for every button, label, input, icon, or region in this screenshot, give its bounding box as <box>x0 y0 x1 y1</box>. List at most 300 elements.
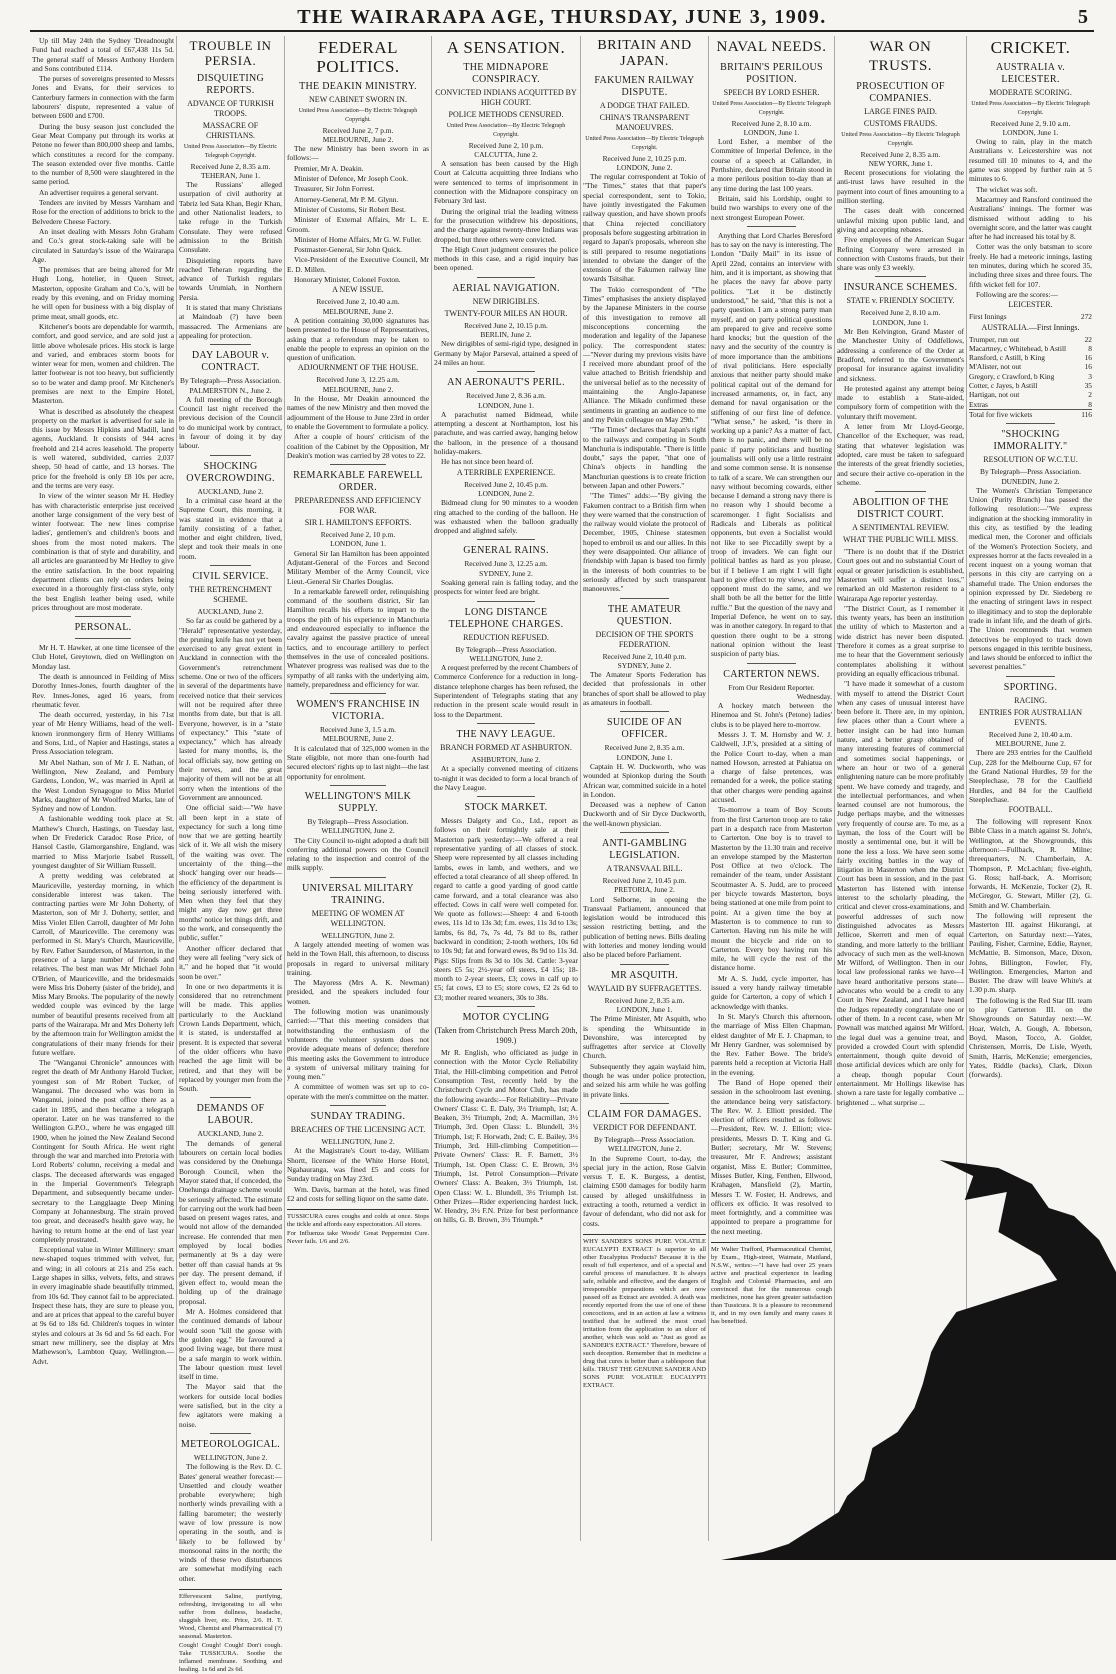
subheading: WHAT THE PUBLIC WILL MISS. <box>842 535 959 545</box>
divider <box>75 638 132 639</box>
divider <box>210 565 251 566</box>
subheading: CUSTOMS FRAUDS. <box>863 119 938 128</box>
subheading: CHINA'S TRANSPARENT MANOEUVRES. <box>599 113 690 132</box>
paragraph: At the Magistrate's Court to-day, William Shortt, licensee of the White Horse Hotel, Ngahauranga, was fined £5 and costs for Sunday trading on May 23rd. <box>287 1146 429 1184</box>
paragraph: Subsequently they again waylaid him, though he was under police protection, and seized his arm while he was golfing in private links. <box>583 1061 706 1099</box>
list-item: Minister of Customs, Sir Robert Best. <box>294 204 406 214</box>
paragraph: In St. Mary's Church this afternoon, the marriage of Miss Ellen Chapman, eldest daughter of Mr E. J. Chapman, to Mr Henry Gardner, was solemnised by the Rev. Father Bowe. The bride's parents held a reception at Victoria Hall in the evening. <box>711 1011 832 1077</box>
paragraph: Tenders are invited by Messrs Varnham and Rose for the erection of additions to brick to the Belvedere Cheese Factory. <box>32 198 174 226</box>
byline: United Press Association—By Electric Telegraph Copyright. <box>712 101 831 117</box>
paragraph: In one or two departments it is considered that no retrenchment will be made. This applies particularly to the Auckland Crown Lands Department, which, it is stated, is understaffed at present. It is expected that several of the older officers who have reached the age limit will be retired, and that they will be replaced by younger men from the South. <box>179 981 282 1094</box>
divider <box>1006 423 1055 424</box>
column-3 <box>284 36 431 1541</box>
paragraph: The High Court judgment censures the police methods in this case, and a rigid inquiry has been opened. <box>434 244 578 273</box>
byline: By Telegraph—Press Association. <box>180 376 281 386</box>
section-heading: REMARKABLE FAREWELL ORDER. <box>293 470 423 494</box>
paragraph: So far as could be gathered by a "Herald" representative yesterday, the pruning knife has not yet been exercised to any great extent in Auckland in connection with the Government's retrenchment scheme. One or two of the officers in several of the departments have received notice that their services will not be required after three months from date, but that is all. Everyone, however, is in a "state of expectancy." This "state of expectancy," which has already lasted for many months, is, the local officials say, now getting on their nerves, and the great majority of them will not be at all sorry when the intentions of the Government are announced. <box>179 616 282 802</box>
section-heading: CIVIL SERVICE. <box>192 570 269 582</box>
dateline: LONDON, June 2. <box>616 162 673 172</box>
total-label: Total for five wickets <box>969 409 1033 419</box>
section-heading: SUNDAY TRADING. <box>310 1111 406 1123</box>
paragraph: It is calculated that of 325,000 women in the State eligible, not more than one-fourth had secured electors' rights up to last night—the last opportunity for enrolment. <box>287 743 429 781</box>
received-line: Received June 2, 8.35 a.m. <box>860 149 941 159</box>
paragraph: The premises that are being altered for Mr Hugh Long, hotelier, in Queen Street, Masterton, opposite Graham and Co.'s, will be ready by this evening, and on Friday morning he will open for business with a big display of prime meat, small goods, etc. <box>32 265 174 321</box>
paragraph: Owing to rain, play in the match Australians v. Leicestershire was not resumed till 10 minutes to 4, and the game was stopped by further rain at 5 minutes to 6. <box>969 137 1092 184</box>
batsman: Cotter, c Jayes, b Astill <box>969 381 1038 391</box>
headline: A SENSATION. <box>446 38 566 57</box>
dateline: Wednesday. <box>796 691 832 701</box>
section-heading: METEOROLOGICAL. <box>180 1438 281 1450</box>
paragraph: "The Times" adds:—"By giving the Fakumen contract to a British firm when they were warned that the construction of the railway would violate the protocol of December, 1905, Chinese statesmen hoped to embroil us and our allies. In this they were disappointed. Our alliance of friendship with Japan is based too firmly in the interests of both countries to be seriously affected by such transparent manoeuvres." <box>583 491 706 594</box>
dateline: DUNEDIN, June 2. <box>1001 476 1060 486</box>
total-runs: 116 <box>1081 409 1092 419</box>
divider <box>477 277 535 278</box>
subheading: MASSACRE OF CHRISTIANS. <box>202 121 259 140</box>
dateline: CALCUTTA, June 2. <box>474 149 538 159</box>
divider <box>210 1433 251 1434</box>
divider <box>210 344 251 345</box>
byline: By Telegraph—Press Association. <box>980 467 1081 477</box>
divider <box>477 601 535 602</box>
runs: 35 <box>1084 381 1092 391</box>
paragraph: The Mayor said that the workers for outside local bodies were satisfied, but in the city a few agitators were making a noise. <box>179 1382 282 1429</box>
section-heading: MOTOR CYCLING <box>462 1012 550 1024</box>
subheading: MODERATE SCORING. <box>989 88 1072 97</box>
section-heading: UNIVERSAL MILITARY TRAINING. <box>302 882 414 906</box>
dateline: WELLINGTON, June 2. <box>607 1144 682 1154</box>
divider <box>1006 676 1055 677</box>
section-heading: CLAIM FOR DAMAGES. <box>587 1108 702 1120</box>
paragraph: The new Ministry has been sworn in as follows:— <box>287 144 429 163</box>
paragraph: A committee of women was set up to co-operate with the men's committee on the matter. <box>287 1082 429 1101</box>
received-line: Received June 2, 8.35 a.m. <box>604 995 685 1005</box>
divider <box>620 1103 669 1104</box>
divider <box>330 877 387 878</box>
paragraph: An inset dealing with Messrs John Graham and Co.'s great stock-taking sale will be circulated in Saturday's issue of the Wairarapa Age. <box>32 226 174 264</box>
received-line: Received June 2, 10.45 p.m. <box>602 876 687 885</box>
section-heading: STOCK MARKET. <box>464 802 548 814</box>
dateline: WELLINGTON, June 2. <box>321 826 395 836</box>
paragraph: In the House, Mr Deakin announced the names of the new Ministry and then moved the adjournment of the House to June 23rd in order to enable the Government to formulate a policy. <box>287 394 429 431</box>
paragraph: The Prime Minister, Mr Asquith, who is spending the Whitsuntide in Devonshire, was intercepted by suffragettes after service at Clovelly Church. <box>583 1014 706 1061</box>
divider <box>620 711 669 712</box>
section-heading: AERIAL NAVIGATION. <box>452 282 560 294</box>
paragraph: There are 293 entries for the Caulfield Cup, 228 for the Melbourne Cup, 67 for the Grand National Hurdles, 59 for the Steeplechase, 78 for the Caulfield Hurdles, and 84 for the Caulfield Steeplechase. <box>969 748 1092 804</box>
subheading: THE DEAKIN MINISTRY. <box>299 81 417 92</box>
subheading: BRANCH FORMED AT ASHBURTON. <box>440 742 572 752</box>
batsman: Hartigan, not out <box>969 390 1020 400</box>
received-line: Received June 3, 1.5 a.m. <box>320 725 396 735</box>
dateline: AUCKLAND, June 2. <box>197 486 264 496</box>
paragraph: A largely attended meeting of women was held in the Town Hall, this afternoon, to discuss proposals in regard to universal military training. <box>287 940 429 977</box>
paragraph: The cases dealt with concerned unlawful mixing upon public land, and giving and accepting rebates. <box>837 206 964 234</box>
paragraph: The Band of Hope opened their session in the schoolroom last evening, the attendance being very satisfactory. The Rev. W. J. Elliott presided. The election of officers resulted as follows:—President, Rev. W. J. Elliott; vice-presidents, Messrs D. T. King and G. Butler; secretary, Mr W. Stevens; treasurer, Mr F. Andrews; assistant organist, Miss E. Butler; Committee, Misses Butler, King, Fenthen, Ellwood, Krahagen, Mansfield (2), Martin, Messrs T. W. Foster, H. Andrews, and officers ex officio. It was resolved to meet fortnightly, and a committee was appointed to prepare a programme for the next meeting. <box>711 1077 832 1236</box>
column-5 <box>580 36 708 1541</box>
subheading: A NEW ISSUE. <box>332 285 384 295</box>
received-line: Received June 2, 10.45 p.m. <box>464 479 548 489</box>
headline: CRICKET. <box>990 38 1071 57</box>
received-line: Received June 2, 10.40 p.m. <box>602 651 687 661</box>
subheading: SPEECH BY LORD ESHER. <box>723 88 820 97</box>
dateline: LONDON, June 1. <box>616 1004 673 1014</box>
paragraph: Messrs J. T. M. Hornsby and W. J. Caldwell, J.P.'s, presided at a sitting of the Police Court to-day, when a man named Howson, arrested at Pahiatua on a charge of false pretences, was remanded for a week, the police stating that other charges were pending against accused. <box>711 730 832 805</box>
list-item: Vice-President of the Executive Council, Mr E. D. Millen. <box>287 255 429 274</box>
divider <box>477 723 535 724</box>
paragraph: The following is the Red Star III. team to play Carterton III. on the Showgrounds on Saturday next:—W. Hoar, Welch, A. Gough, A. Ibbetson, Boyd, Mason, Tocco, A. Golder, Christensen, Morris, De Lisle, Wyeth, Smith, Harris, McKenzie; emergencies, Yates, Riddle (backs), Clark, Dixon (forwards). <box>969 995 1092 1080</box>
divider <box>477 796 535 797</box>
headline: WAR ON TRUSTS. <box>868 39 933 74</box>
divider <box>75 616 132 617</box>
dateline: WELLINGTON, June 2. <box>469 653 543 663</box>
section-heading: GENERAL RAINS. <box>463 545 549 557</box>
paragraph: The "Wanganui Chronicle" announces with regret the death of Mr Anthony Harold Tucker, youngest son of Mr Robert Tucker, of Wanganui. The deceased who was born in Wanganui, joined the post office there as a cadet in 1895, and then became a telegraph operator. Later on he was transferred to the Wellington G.P.O., where he was engaged till 1900, when he joined the New Zealand Second Contingent for South Africa. He went right through the war and marched into Pretoria with Lord Roberts' column, receiving a medal and clasps. The deceased afterwards was engaged in the Imperial Government's Telegraph Department, and subsequently became under-secretary to the Langglaagte Deep Mining Company at Johannesburg. The strain proved too great, and deceased's health gave way, he having to return home at the end of last year completely prostrated. <box>32 1058 174 1244</box>
paragraph: "The Times" declares that Japan's right to the railways and competing in South Manchuria is indisputable. "There is little doubt," says the paper, "that one of China's objects in handling the Manchurian questions is to create friction between Japan and other Powers." <box>583 425 706 490</box>
subheading: SIR I. HAMILTON'S EFFORTS. <box>304 518 412 528</box>
subheading: DISQUIETING REPORTS. <box>196 73 265 96</box>
paragraph: The Tokio correspondent of "The Times" emphasises the anxiety displayed by the Japanese Ministers in the course of this investigation to remove all misconceptions concerning the moderation and legality of the Japanese policy. The correspondent states:—"Never during my previous visits have I received more abundant proof of the value attached to British friendship and the universal belief as to the necessity of maintaining the Anglo-Japanese Alliance. The Mikado confirmed these sentiments in granting an audience to me and my Pekin colleague on May 29th." <box>583 284 706 424</box>
paragraph: In a remarkable farewell order, relinquishing command of the southern district, Sir Ian Hamilton recalls his efforts to impart to the troops the pith of his experience in Manchuria and endeavoured especially to influence the cavalry against the passive practice of unreal tactics, and to encourage artillery to perfect themselves in the use of concealed positions. Whatever progress was realised was due to the sympathy of all ranks with the underlying aim, namely, preparedness and efficiency for war. <box>287 586 429 689</box>
byline: By Telegraph—Press Association. <box>307 816 409 826</box>
paragraph: Mr H. T. Hawker, at one time licensee of the Club Hotel, Greytown, died on Wellington on Monday last. <box>32 643 174 671</box>
paragraph: The demands of general labourers on certain local bodies was considered by the Onehunga Borough Council, when the Mayor stated that, if conceded, the Onehunga drainage scheme would be seriously affected. The estimate for carrying out the work had been based on present wages rates, and would not allow of the demanded increase. He contended that men employed by local bodies permanently at 9s a day were better off than casual hands at 9s per day. The present demand, if given effect to, would mean the holding up of the drainage proposal. <box>179 1138 282 1306</box>
paragraph: Cotter was the only batsman to score freely. He had a meteoric innings, lasting ten minutes, during which he scored 35, including three sixes and three fours. The fifth wicket fell for 107. <box>969 242 1092 289</box>
list-item: Premier, Mr A. Deakin. <box>294 163 364 173</box>
section-heading: SUICIDE OF AN OFFICER. <box>606 717 683 741</box>
paragraph: Captain H. W. Duckworth, who was wounded at Spionkop during the South African war, committed suicide in a hotel in London. <box>583 761 706 799</box>
dateline: AUCKLAND, June 2. <box>197 606 264 616</box>
subheading: A TRANSVAAL BILL. <box>606 864 683 873</box>
byline: United Press Association—By Electric Telegraph Copyright. <box>298 108 418 124</box>
received-line: Received June 2, 10.40 a.m. <box>988 729 1073 739</box>
received-line: Received June 2, 9.10 a.m. <box>990 118 1071 128</box>
subheading: RESOLUTION OF W.C.T.U. <box>983 455 1078 465</box>
section-heading: WOMEN'S FRANCHISE IN VICTORIA. <box>296 699 420 723</box>
paragraph: The wicket was soft. <box>976 184 1038 194</box>
paragraph: He protested against any attempt being made to establish a State-aided, compulsory form of competition with the voluntary thrift movement. <box>837 383 964 421</box>
paragraph: To-morrow a team of Boy Scouts from the first Carterton troop are to take part in a despatch race from Masterton to Carterton. One boy is to travel to Masterton by the 11.30 train and receive an envelope stamped by the Masterton Post Office at two o'clock. The remainder of the team, under Assistant Scoutmaster A. S. Judd, are to proceed per bicycle towards Masterton, boys being stationed at one mile from point to point. At a given time the boy at Masterton is to commence to run to Carterton. Having run his mile he will mount the bicycle and ride on to Carterton. Every boy having run his mile, he will cycle the rest of the distance home. <box>711 805 832 973</box>
ad-text: WHY SANDER'S SONS PURE VOLATILE EUCALYPTI EXTRACT is superior to all other Eucalyptus Products? Because it is the result of full experience, and of a special and careful process of manufacture. It is always safe, reliable and effective, and the dangers of irresponsible preparations which are now passed off as Extract are avoided. A death was recently reported from the use of one of these concoctions, and in an action at law a witness testified that he suffered the most cruel irritation from the application to an ulcer of another, which was sold as "Just as good as SANDER'S EXTRACT." Therefore, beware of such deception. Remember that in medicine a drug that cures is better than a tablespoon that kills. TRUST THE GENUINE SANDER AND SONS PURE VOLATILE EUCALYPTI EXTRACT. <box>583 1237 706 1389</box>
batsman: Trumper, run out <box>969 334 1020 344</box>
dateline: ASHBURTON, June 2. <box>471 754 541 764</box>
list-item: Attorney-General, Mr P. M. Glynn. <box>294 194 399 204</box>
list-item: Minister of Defence, Mr Joseph Cook. <box>294 174 408 184</box>
list-item: Minister of External Affairs, Mr L. E. Groom. <box>287 215 429 234</box>
dateline: MELBOURNE, June 2. <box>322 384 394 394</box>
dateline: LONDON, June 1. <box>616 752 673 762</box>
received-line: Received June 3, 12.25 a.m. <box>464 559 548 569</box>
section-heading: SHOCKING OVERCROWDING. <box>186 460 275 484</box>
received-line: Received June 2, 8.10 a.m. <box>731 118 812 128</box>
paragraph: Mr A. S. Judd, cycle importer, has issued a very handy railway timetable guide for Carterton, a copy of which I acknowledge with thanks. <box>711 973 832 1011</box>
paragraph: Another officer declared that they were all feeling "very sick of it," and he hoped that "it would soon be over." <box>179 943 282 981</box>
subheading: BREACHES OF THE LICENSING ACT. <box>290 1125 426 1135</box>
paragraph: It is stated that many Christians at Maindoab (?) have been massacred. The Armenians are appealing for protection. <box>179 303 282 340</box>
divider <box>875 276 926 277</box>
score-label: First Innings <box>969 312 1007 322</box>
table-row <box>969 390 1092 399</box>
runs: 8 <box>1088 399 1092 409</box>
subheading: FOOTBALL. <box>1008 805 1053 815</box>
subheading: VERDICT FOR DEFENDANT. <box>592 1122 697 1132</box>
paragraph: The Amateur Sports Federation has decided that professionals in other branches of sport shall be allowed to play as amateurs in football. <box>583 670 706 708</box>
team-heading: LEICESTER. <box>1008 300 1053 310</box>
runs: 16 <box>1084 353 1092 363</box>
paragraph: Deceased was a nephew of Canon Duckworth and of Sir Dyce Duckworth, the well-known physician. <box>583 800 706 828</box>
advertisement <box>583 1234 706 1390</box>
paragraph: Disquieting reports have reached Teheran regarding the advance of Turkish regulars towards Urumiah, in Northern Persia. <box>179 255 282 302</box>
divider <box>330 1105 387 1106</box>
subheading: WAYLAID BY SUFFRAGETTES. <box>587 983 702 993</box>
divider <box>620 832 669 833</box>
paragraph: Bidmead clung for 90 minutes to a wooden ring attached to the cording of the balloon. He was exhausted when the balloon gradually dropped and alighted safely. <box>434 498 578 536</box>
paragraph: An advertiser requires a general servant. <box>39 187 159 197</box>
section-heading: PERSONAL. <box>74 622 132 634</box>
section-heading: ABOLITION OF THE DISTRICT COURT. <box>852 497 949 521</box>
dateline: LONDON, June 1. <box>478 400 534 410</box>
advertisement <box>179 1589 282 1674</box>
dateline: WELLINGTON, June 2. <box>321 930 395 940</box>
paragraph: Soaking general rain is falling today, and the prospects for winter feed are bright. <box>434 577 578 597</box>
paragraph: The Mayoress (Mrs A. K. Newman) presided, and the speakers included four women. <box>287 978 429 1006</box>
section-heading: WELLINGTON'S MILK SUPPLY. <box>304 790 412 814</box>
advertisement <box>711 1242 832 1326</box>
paragraph: Lord Selborne, in opening the Transvaal Parliament, announced that legislation would be introduced this session restricting betting, and the publication of betting news. Bills dealing with lotteries and money lending would also be placed before Parliament. <box>583 894 706 960</box>
divider <box>620 598 669 599</box>
table-row <box>969 344 1092 353</box>
paragraph: Kitchener's boots are dependable for warmth, comfort, and good service, and are sold just a little above wholesale prices. His stock is large and varied, and embraces storm boots for winter wear for men, women and children. The latter footwear is not too heavy, but sufficiently so to be water and damp proof. Mr Kitchener's premises are next to the Empire Hotel, Masterton. <box>32 321 174 406</box>
paragraph: The City Council to-night adopted a draft bill conferring additional powers on the Council relating to the inspection and control of the milk supply. <box>287 835 429 873</box>
dateline: MELBOURNE, June 2. <box>995 739 1066 749</box>
subheading: FAKUMEN RAILWAY DISPUTE. <box>594 75 695 98</box>
dateline: LONDON, June 1. <box>1002 127 1059 137</box>
ad-text: TUSSICURA cures coughs and colds at once. Stops the tickle and affords easy expectoration. All stores. <box>287 1213 429 1229</box>
received-line: Received June 2, 8.35 a.m. <box>604 743 685 753</box>
batsman: Ransford, c Astill, b King <box>969 353 1045 363</box>
section-heading: DEMANDS OF LABOUR. <box>196 1103 265 1127</box>
dateline: WELLINGTON, June 2. <box>193 1452 268 1462</box>
subheading: ENTRIES FOR AUSTRALIAN EVENTS. <box>978 707 1083 727</box>
divider <box>477 539 535 540</box>
paragraph: Following are the scores:— <box>976 289 1058 299</box>
list-item: Honorary Minister, Colonel Foxton. <box>294 275 401 285</box>
byline: United Press Association—By Electric Telegraph Copyright. <box>585 136 704 152</box>
paragraph: The purses of sovereigns presented to Messrs Jones and Evans, for their services to Canterbury farmers in connection with the farm labourers' dispute, represented a value of between £600 and £700. <box>32 74 174 121</box>
paragraph: "The District Court, as I remember it this twenty years, has been an institution the utility of which to Masterton and a wide district has never been disputed. Therefore it comes as a great surprise to me to hear that the Government seriously contemplates abolishing it without providing an equally efficacious tribunal. <box>837 603 964 678</box>
divider <box>620 964 669 965</box>
received-line: Received June 2, 10.40 a.m. <box>316 297 400 307</box>
column-2 <box>176 36 284 1674</box>
ad-text: Cough! Cough! Cough! Don't cough. Take TUSSICURA. Soothe the inflamed membrane. Soothing and healing. 1s 6d and 2s 6d. <box>179 1642 282 1674</box>
divider <box>747 226 795 227</box>
paragraph: The following is the Rev. D. C. Bates' general weather forecast:—Unsettled and cloudy weather probable everywhere; high northerly winds prevailing with a falling barometer; the westerly wave of low pressure is now operating in the south, and is likely to be followed by monsoonal rains in the north; the winds of these two disturbances are somewhat modifying each other. <box>179 1462 282 1583</box>
received-line: Received June 2, 10.15 p.m. <box>464 320 548 330</box>
paragraph: A petition containing 30,000 signatures has been presented to the House of Representatives, asking that a referendum may be taken to enable the people to express an opinion on the question of unification. <box>287 315 429 363</box>
dateline: LONDON, June 1. <box>743 127 800 137</box>
paragraph: "There is no doubt that if the District Court goes out and no substantial Court of equal or greater jurisdiction is established, Masterton will suffer a distinct loss," remarked an old Masterton resident to a Wairarapa Age reporter yesterday. <box>837 547 964 603</box>
subheading: TWENTY-FOUR MILES AN HOUR. <box>444 308 568 318</box>
table-row <box>969 409 1092 419</box>
batsman: Gregory, c Crawford, b King <box>969 371 1055 381</box>
received-line: Received June 2, 7 p.m. <box>322 125 394 135</box>
section-heading: CARTERTON NEWS. <box>723 668 820 680</box>
paragraph: "I have made it somewhat of a custom with myself to attend the District Court when any cases of unusual interest have been before it. There are, in my opinion, few places other than a Court where a better insight can be had into human nature, and a better grasp obtained of many interesting features of commercial and sometimes social happenings, or where an hour or two of a general enlightening nature can be more profitably spent. We have comedy and tragedy, and the intellectual performances, and when learned counsel are not humorous, the Judge perhaps maybe, and the witnesses very frequently of course are. To me, as a layman, the loss of the Court will be mostly a sentimental one, but it will be none the less a loss. We have seen some fairly exciting battles in the way of litigation in Masterton when the District Court has been in session, and in the past Masterton has listened with intense interest to the scholarly pleading, the critical and clever cross-examinations, and powerful addresses of such now distinguished advocates as Messrs Jellicoe, Skerrett and men of equal standing, and more latterly to the brilliant advocacy of such men as the well-known Mr Wilford, of Wellington. Then in our local law professional ranks we have—I have heard authoritative persons state—advocates who would be a credit to any Court in New Zealand, and I have heard the Judges repeatedly congratulate one or other of them. In a recent case, when Mr Pownall was matched against Mr Wilford, the legal duel was a genuine treat, and provided a crowded Court with splendid entertainment, though quite devoid of those artificial devices which are only for a cheap, though popular Court entertainment. Mr Hollings likewise has shown a rare taste for legally combative ... brightened ... what surprise ... <box>837 679 964 1107</box>
runs: 3 <box>1088 371 1092 381</box>
paragraph: Mr R. English, who officiated as judge in connection with the Motor Cycle Reliability Trial, the Hill-climbing competition and Petrol Consumption Test, recently held by the Christchurch Cycle and Motor Club, has made the following awards:—For Reliability—Private Owners' Class: C. E. Daly, 3½ Triumph, 1st; A. Beaken, 3½ Triumph, 2nd; A. Macmillan, 3½ Triumph, 3rd. Open Class: L. Blundell, 3½ Triumph, 1st; F. Horwath, 2nd; C. E. Bailey, 3½ Triumph, 3rd. Hill-climbing Competition—Private Owners' Class: R. F. Barnett, 3½ Triumph, 1st. Open Class: C. E. Brown, 3½ Triumph, 1st. Petrol Consumption—Private Owners' Class: A. Beaken, 3½ Triumph, 1st. Open Class: W. L. Blundell, 3½ Triumph 1st. Other Prizes—Rider experiencing hardest luck, W. Hendry, 3½ F.N. Prize for best performance on hills, G. B. Brown, 3½ Triumph.* <box>434 1048 578 1225</box>
paragraph: The regular correspondent at Tokio of "The Times," states that that paper's special correspondent, sent to Tokio, have jointly investigated the Fakumen railway question, and have shown proofs that China rejected conciliatory proposals before suggesting arbitration in regard to Japan's proposals, whereon she is still prepared to resume negotiations intended to obviate the danger of the extension of the Fakumen railway line towards Tsitsihar. <box>583 172 706 284</box>
paragraph: In a criminal case heard at the Supreme Court, this morning, it was stated in evidence that a family consisting of a father, mother and eight children, lived, slept and took their meals in one room. <box>179 495 282 561</box>
score-value: 272 <box>1080 312 1092 322</box>
page-number: 5 <box>1078 6 1088 28</box>
dateline: SYDNEY, June 2. <box>479 568 533 578</box>
paragraph: New dirigibles of semi-rigid type, designed in Germany by Major Parseval, attained a speed of 24 miles an hour. <box>434 339 578 367</box>
dateline: NEW YORK, June 1. <box>868 158 933 168</box>
divider <box>330 693 387 694</box>
paragraph: The Women's Christian Temperance Union (Purity Branch) has passed the following resolution:—"We express indignation at the shocking immorality in this city, as testified by the leading medical men, the Coroner and officials of the Women's Protection Society, and expresses horror at the facts revealed in a recent inquest on a young woman that persons in this city are carrying on a shameful trade. The Union endorses the opinion expressed by Dr. Siedeberg re the enacting of stringent laws in respect to illegitimacy and to stop the deplorable trade in infant life, and the death of girls. The Union recommends that women detectives be employed to track down persons engaged in this terrible business, and laws should be enforced to inflict the severest penalties." <box>969 485 1092 672</box>
paragraph: Lord Esher, a member of the Committee of Imperial Defence, in the course of a speech at Callander, in Perthshire, declared that Britain stood in a more perilous position to-day than at any time during the last 100 years. <box>711 137 832 193</box>
subheading: CONVICTED INDIANS ACQUITTED BY HIGH COURT. <box>435 88 577 107</box>
byline: From Our Resident Reporter. <box>728 682 815 692</box>
dateline: AUCKLAND, June 2. <box>197 1129 264 1139</box>
divider <box>210 1097 251 1098</box>
dateline: BERLIN, June 2. <box>480 330 532 340</box>
subheading: LARGE FINES PAID. <box>864 107 937 116</box>
table-row <box>969 335 1092 344</box>
subheading: ADVANCE OF TURKISH TROOPS. <box>187 99 274 118</box>
paragraph: What is described as absolutely the cheapest property on the market is advertised for sale in this issue by Messrs Hipkins and Madill, land agents, Auckland. It consists of 944 acres freehold and 214 acres leasehold. The property is well watered, subdivided, carries 2,037 sheep, 50 head of cattle, and 13 horses. The price for the freehold is only £8 10s per acre, and the terms are very easy. <box>32 406 174 490</box>
paragraph: He has not since been heard of. <box>441 457 534 467</box>
paragraph: The death occurred, yesterday, in his 71st year of Mr Henry Williams, head of the well-known ironmongery firm of Henry Williams and Sons, Ltd., of Napier and Hastings, states a Press Association telegram. <box>32 710 174 757</box>
scorecard-leicester <box>969 312 1092 321</box>
column-4 <box>431 36 580 1541</box>
paragraph: The following motion was unanimously carried:—"That this meeting considers that notwithstanding the enthusiasm of the volunteers the volunteer system does not provide adequate means of defence; therefore this meeting asks the Government to introduce a system of universal military training for young men." <box>287 1007 429 1082</box>
paragraph: Anything that Lord Charles Beresford has to say on the navy is interesting. The London "Daily Mail" in its issue of April 22nd, contains an interview with him, and it is important, as showing that he places the navy far above party politics. "Let it be distinctly understood," he said, "that this is not a party question. I am a strong party man myself, and on party political questions am prepared to give and receive some hard knocks; but the question of the navy and the security of the country is of more importance than the ambitions of rival politicians. Here especially anxious that neither party should make political capital out of the demand for increased armaments, or, in fact, any demand for naval organisation or the stiffening of our first line of defence. "What sense," he asked, "is there in working up a panic? As a matter of fact, there is no panic, and there will be no panic if party politicians and hustling journalists will only use a little restraint and some common sense. It is nonsense to talk of a scare. We can strengthen our navy without becoming cowards, either because I demand a strong navy there is no reason why I should become a scaremonger. I fight Socialists and Radicals and Liberals as political opponents, but even a Socialist would not like to see Piccadilly swept by a troop of invaders. We can fight our political battles as hard as you please, but if I believe I am right I will fight hard to give effect to my views, and my opponent must do the same, and we shall both be all the better for the little ruffle." But the question of the navy and Imperial Defence, he went on to say, was in another category. In regard to that question there ought to be a strong national opinion without the least suspicion of party bias. <box>711 230 833 659</box>
headline: FEDERAL POLITICS. <box>316 38 400 76</box>
paragraph: In the Supreme Court, to-day, the special jury in the action, Rose Galvin versus T. E. K. Burgess, a dentist, claiming £500 damages for bodily harm caused by alleged unskilfulness in extracting a tooth, returned a verdict in favour of defendant, who did not ask for costs. <box>583 1153 706 1228</box>
paragraph: Recent prosecutions for violating the anti-trust laws have resulted in the payment into court of fines amounting to a million sterling. <box>837 168 964 206</box>
headline: BRITAIN AND JAPAN. <box>597 38 692 69</box>
dateline: LONDON, June 1. <box>872 317 929 327</box>
headline: NAVAL NEEDS. <box>716 39 827 55</box>
paragraph: A fashionable wedding took place at St. Matthew's Church, Hastings, on Tuesday last, when Dr Frederick Caradoc Rose Price, of Hansol Castle, Glamorganshire, England, was married to Miss Marjorie Isabel Russell, youngest daughter of Sir William Russell. <box>32 814 174 870</box>
section-heading: DAY LABOUR v. CONTRACT. <box>191 350 270 374</box>
divider <box>875 491 926 492</box>
ad-text: For Influenza take Woods' Great Peppermint Cure. Never fails. 1/6 and 2/6. <box>287 1230 429 1246</box>
paragraph: One official said:—"We have all been kept in a state of expectancy for such a long time now that we are getting heartily sick of it. We all wish the misery of the waiting was over. The uncertainty of the thing—the shock' hanging over our heads—the efficiency of the department is being seriously interfered with. Men when they feel that they might any day now get three months' notice let things drift, and so the work, and consequently the public, suffer." <box>179 803 282 943</box>
runs: 8 <box>1088 343 1092 353</box>
subheading: (Taken from Christchurch Press March 20th, 1909.) <box>434 1026 578 1046</box>
received-line: Received June 2, 10 p.m. <box>468 140 544 150</box>
byline: By Telegraph—Press Association. <box>455 644 557 654</box>
paragraph: Five employees of the American Sugar Refining Company were arrested in connection with Customs frauds, but their share was only £3 weekly. <box>837 235 964 273</box>
paragraph: General Sir Ian Hamilton has been appointed Adjutant-General of the Forces and Second Military Member of the Army Council, vice Lieut.-General Sir Charles Douglas. <box>287 548 429 586</box>
paragraph: Wm. Davis, barman at the hotel, was fined £2 and costs for selling liquor on the same date. <box>287 1184 429 1203</box>
subheading: PROSECUTION OF COMPANIES. <box>856 81 945 104</box>
table-row <box>969 312 1092 321</box>
dateline: LONDON, June 2. <box>478 488 534 498</box>
list-item: Postmaster-General, Sir John Quick. <box>294 245 403 255</box>
scorecard-australia <box>969 335 1092 420</box>
section-heading: MR ASQUITH. <box>610 969 679 981</box>
paragraph: A sensation has been caused by the High Court at Calcutta acquitting three Indians who were sentenced to terms of imprisonment in connection with the Midnapore conspiracy on February 3rd last. <box>434 159 578 206</box>
subheading: REDUCTION REFUSED. <box>463 632 549 642</box>
subheading: A TERRIBLE EXPERIENCE. <box>456 467 556 477</box>
paragraph: The death is announced in Feilding of Miss Dorothy Innes-Jones, fourth daughter of the Rev. Innes-Jones, aged 16 years, from rheumatic fever. <box>32 672 174 709</box>
paragraph: Mr A. Holmes considered that the continued demands of labour would soon "kill the goose with the golden egg." He favoured a good living wage, but there must be a safe margin to work within. The labour question must level itself in time. <box>179 1307 282 1382</box>
subheading: NEW DIRIGIBLES. <box>472 296 540 306</box>
paragraph: A pretty wedding was celebrated at Mauriceville, yesterday morning, in which considerable interest was taken. The contracting parties were Mr John Doherty, of Masterton, son of Mr J. Doherty, settler, and Miss Violet Ellen Carroll, daughter of Mr John Carroll, of Mauriceville. The ceremony was performed in St. Mary's Church, Mauriceville, by Rev. Father Saunderson, of Masterton, in the presence of a large number of friends and relatives. The best man was Mr Michael John O'Brien, of Mauriceville, and the bridesmaids were Miss Iris Doherty (sister of the bride), and Miss Mary Brooks. The popularity of the newly wedded couple was evinced by the large number of beautiful presents received from all parts of the Wairarapa. Mr and Mrs Doherty left by the afternoon train for Wellington amidst the congratulations of their many friends for their future welfare. <box>32 871 174 1057</box>
paragraph: During the busy season just concluded the Gear Meat Company put through its works at Petone no fewer than 800,000 sheep and lambs, which constitutes a record for the company. The season extended over five months. Cattle to the number of 8,500 were slaughtered in the same period. <box>32 121 174 187</box>
masthead-title: THE WAIRARAPA AGE, THURSDAY, JUNE 3, 1909. <box>297 6 827 28</box>
received-line: Received June 2, 8.10 a.m. <box>860 308 941 318</box>
divider <box>330 785 387 786</box>
runs: 2 <box>1088 390 1092 400</box>
section-heading: AN AERONAUT'S PERIL. <box>447 377 565 389</box>
paragraph: Mr Abel Nathan, son of Mr J. E. Nathan, of Wellington, New Zealand, and Pembury Gardens, London, W., was married in April at the West London Synagogue to Miss Muriel Marks, daughter of Mr Woolfred Marks, late of Sydney and now of London. <box>32 757 174 814</box>
paragraph: A letter from Mr Lloyd-George, Chancellor of the Exchequer, was read, stating that whatever legislation was adopted, care must be taken to safeguard the interests of the great friendly societies, and secure their active co-operation in the scheme. <box>837 422 964 487</box>
paragraph: A request preferred by the recent Chambers of Commerce Conference for a reduction in long-distance telephone charges has been refused, the Superintendent of Telegraphs stating that any reduction in the present scale would result in loss to the Department. <box>434 663 578 719</box>
section-heading: ANTI-GAMBLING LEGISLATION. <box>602 838 687 861</box>
subheading: THE RETRENCHMENT SCHEME. <box>189 584 272 604</box>
received-line: Received June 3, 12.25 a.m. <box>316 375 400 385</box>
paragraph: In view of the winter season Mr H. Hedley has with characteristic enterprise just received another large consignment of the very best of winter footwear. The new lines comprise ladies', gentlemen's and children's boots and shoes from the most noted makers. The combination is that of style and durability, and all articles are guaranteed by Mr Hedley to give the entire satisfaction. In the boot repairing department clients can rely on orders being executed in a thoroughly first-class style, only the best English leather being used, while prices throughout are most moderate. <box>32 491 174 612</box>
paragraph: Messrs Dalgety and Co., Ltd., report as follows on their fortnightly sale at their Masterton park yesterday:—We offered a real representative yarding of all classes of stock. Sheep were represented by all classes including lambs, ewes in lamb, and wethers, and we effected a total clearance of all sheep offered. In regard to cattle a good yarding of good cattle came forward, and a total clearance was also effected. Cows in calf were well competed for. We quote as follows:—Sheep: 4 and 6-tooth ewes, 11s 1d to 13s 3d; f.m. ewes, 11s 3d to 13s; lambs, 6s 8d, 7s, 7s 4d, 7s 8d to 8s, rather backward in condition; 2-tooth wethers, 10s 6d to 10s 9d; fat and forward ewes, 8s 9d to 11s 3d. Pigs: Slips from 8s 3d to 10s 3d. Cattle: 3-year steers £5 5s; 2½-year off steers, £4 15s; 18-month to 2-year steers, £3; cows in calf up to £5; fat cows, £3 to £5; store cows, £2 2s 6d to £3; mother reared weaners, 30s to 38s. <box>434 816 578 1002</box>
subheading: THE MIDNAPORE CONSPIRACY. <box>463 62 549 85</box>
paragraph: At a specially convened meeting of citizens to-night it was decided to form a local branch of the Navy League. <box>434 764 578 792</box>
paragraph: A parachutist named Bidmead, while attempting a descent at Northampton, lost his parachute, and was carried away, hanging below the balloon, in the presence of a thousand holiday-makers. <box>434 409 578 457</box>
table-row <box>969 362 1092 371</box>
divider <box>330 464 387 465</box>
table-row <box>969 372 1092 381</box>
subheading: STATE v. FRIENDLY SOCIETY. <box>846 296 955 306</box>
dateline: MELBOURNE, June 2. <box>322 306 394 316</box>
paragraph: During the original trial the leading witness for the prosecution withdrew his depositions, and the charge against twenty-three Indians was dropped, but three others were convicted. <box>434 206 578 244</box>
batsman: Extras <box>969 399 988 409</box>
paragraph: After a couple of hours' criticism of the coalition of the Cabinet by the Opposition, Mr Deakin's motion was carried by 28 votes to 22. <box>287 432 429 460</box>
divider <box>210 455 251 456</box>
table-row <box>969 353 1092 362</box>
dateline: WELLINGTON, June 2. <box>321 1137 395 1147</box>
subheading: RACING. <box>1014 695 1047 705</box>
section-heading: "SHOCKING IMMORALITY." <box>993 429 1068 453</box>
ad-text: Effervescent Saline, purifying, refreshing, invigorating to all who suffer from dullness, headache, sluggish liver, etc. Price, 2/6. H. T. Wood, Chemist and Pharmaceutical (?) seasonal. Masterton. <box>179 1593 282 1641</box>
dateline: PRETORIA, June 2. <box>614 885 675 895</box>
byline: United Press Association—By Electric Telegraph Copyright. <box>841 132 960 148</box>
dateline: SYDNEY, June 2. <box>617 660 672 670</box>
divider <box>477 1006 535 1007</box>
received-line: Received June 2, 10 p.m. <box>320 530 396 540</box>
runs: 22 <box>1084 334 1092 344</box>
byline: By Telegraph—Press Association. <box>594 1134 695 1144</box>
column-1 <box>30 36 176 1541</box>
subheading: POLICE METHODS CENSURED. <box>448 110 564 119</box>
headline: TROUBLE IN PERSIA. <box>189 38 272 68</box>
byline: United Press Association—By Electric Telegraph Copyright. <box>446 123 566 139</box>
subheading: PREPAREDNESS AND EFFICIENCY FOR WAR. <box>294 496 422 516</box>
subheading: AUSTRALIA v. LEICESTER. <box>995 62 1066 85</box>
subheading: MEETING OF WOMEN AT WELLINGTON. <box>311 908 405 928</box>
list-item: Treasurer, Sir John Forrest. <box>294 184 375 194</box>
received-line: Received June 2, 8.36 a.m. <box>466 391 546 401</box>
masthead <box>30 4 1094 32</box>
subheading: A SENTIMENTAL REVIEW. <box>852 523 949 533</box>
subheading: ADJOURNMENT OF THE HOUSE. <box>297 363 419 373</box>
table-row <box>969 381 1092 390</box>
runs: 16 <box>1084 362 1092 372</box>
byline: United Press Association—By Electric Telegraph Copyright. <box>971 101 1090 117</box>
section-heading: THE AMATEUR QUESTION. <box>607 603 682 627</box>
paragraph: Britain, said his Lordship, ought to build two warships to every one of the next strongest European Power. <box>711 193 832 222</box>
received-line: Received June 2, 8.35 a.m. <box>190 161 271 171</box>
